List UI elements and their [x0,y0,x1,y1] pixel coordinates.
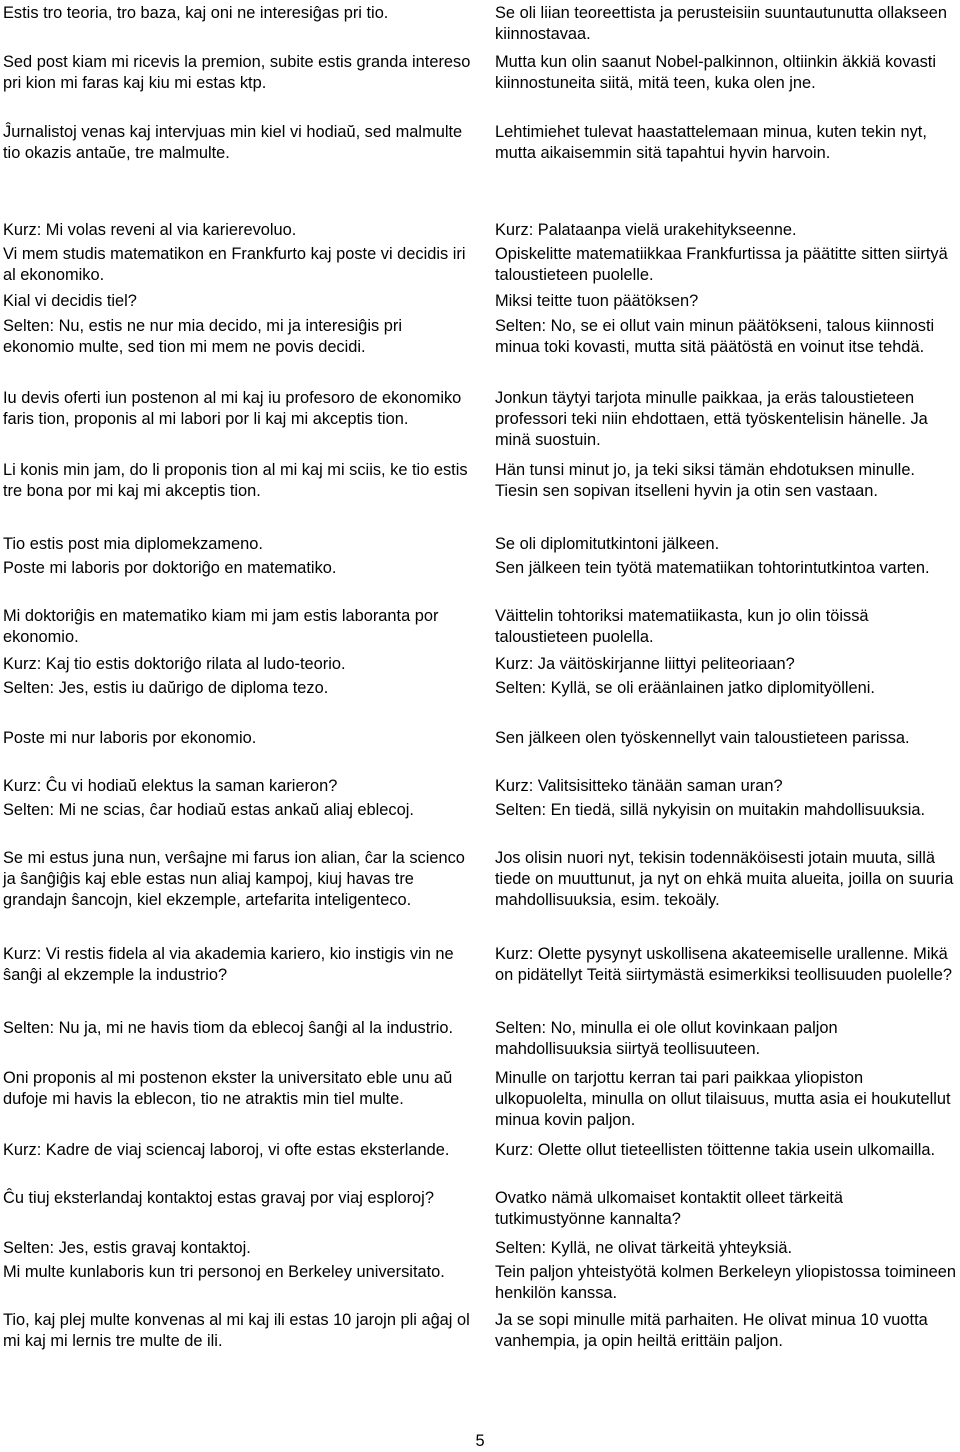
paragraph: Selten: Kyllä, se oli eräänlainen jatko diplomityölleni. [495,679,875,697]
paragraph: Se mi estus juna nun, verŝajne mi farus ion alian, ĉar la scienco ja ŝanĝiĝis kaj eble estas nun aliaj kampoj, kiuj havas tre grandajn ŝancojn, kiel ekzemple, artefarita inteligenteco. [3,849,465,909]
paragraph: Kurz: Olette pysynyt uskollisena akateemiselle urallenne. Mikä on pidätellyt Teitä siirtymästä esimerkiksi teollisuuden puolelle? [495,945,953,984]
paragraph: Selten: Mi ne scias, ĉar hodiaŭ estas ankaŭ aliaj eblecoj. [3,801,414,819]
paragraph: Selten: No, minulla ei ole ollut kovinkaan paljon mahdollisuuksia siirtyä teollisuuteen. [495,1019,838,1058]
paragraph: Selten: Nu ja, mi ne havis tiom da eblecoj ŝanĝi al la industrio. [3,1019,454,1037]
paragraph: Kurz: Palataanpa vielä urakehitykseenne. [495,221,797,239]
paragraph: Poste mi laboris por doktoriĝo en matematiko. [3,559,337,577]
paragraph: Tio, kaj plej multe konvenas al mi kaj ili estas 10 jarojn pli aĝaj ol mi kaj mi lernis tre multe de ili. [3,1311,470,1350]
paragraph: Kurz: Olette ollut tieteellisten töittenne takia usein ulkomailla. [495,1141,936,1159]
paragraph: Jos olisin nuori nyt, tekisin todennäköisesti jotain muuta, sillä tiede on muuttunut, ja nyt on ehkä muita alueita, joilla on suuria mahdollisuuksia, esim. tekoäly. [495,849,954,909]
paragraph: Se oli diplomitutkintoni jälkeen. [495,535,720,553]
paragraph: Ĉu tiuj eksterlandaj kontaktoj estas gravaj por viaj esploroj? [3,1189,434,1207]
paragraph: Mutta kun olin saanut Nobel-palkinnon, oltiinkin äkkiä kovasti kiinnostuneita siitä, mitä teen, kuka olen jne. [495,53,936,92]
paragraph: Hän tunsi minut jo, ja teki siksi tämän ehdotuksen minulle. Tiesin sen sopivan itselleni hyvin ja otin sen vastaan. [495,461,915,500]
paragraph: Mi multe kunlaboris kun tri personoj en Berkeley universitato. [3,1263,445,1281]
paragraph: Miksi teitte tuon päätöksen? [495,292,699,310]
paragraph: Poste mi nur laboris por ekonomio. [3,729,257,747]
paragraph: Ja se sopi minulle mitä parhaiten. He olivat minua 10 vuotta vanhempia, ja opin heiltä erittäin paljon. [495,1311,928,1350]
paragraph: Selten: Jes, estis gravaj kontaktoj. [3,1239,251,1257]
paragraph: Kurz: Kadre de viaj sciencaj laboroj, vi ofte estas eksterlande. [3,1141,450,1159]
paragraph: Kurz: Ĉu vi hodiaŭ elektus la saman karieron? [3,777,338,795]
paragraph: Oni proponis al mi postenon ekster la universitato eble unu aŭ dufoje mi havis la eblecon, tio ne atraktis min tiel multe. [3,1069,453,1108]
paragraph: Tio estis post mia diplomekzameno. [3,535,263,553]
paragraph: Kial vi decidis tiel? [3,292,137,310]
paragraph: Li konis min jam, do li proponis tion al mi kaj mi sciis, ke tio estis tre bona por mi kaj mi akceptis tion. [3,461,468,500]
paragraph: Selten: No, se ei ollut vain minun päätökseni, talous kiinnosti minua toki kovasti, mutta sitä päätöstä en voinut itse tehdä. [495,317,935,356]
paragraph: Minulle on tarjottu kerran tai pari paikkaa yliopiston ulkopuolelta, minulla on ollut tilaisuus, mutta asia ei houkutellut minua kovin paljon. [495,1069,951,1129]
paragraph: Mi doktoriĝis en matematiko kiam mi jam estis laboranta por ekonomio. [3,607,439,646]
paragraph: Tein paljon yhteistyötä kolmen Berkeleyn yliopistossa toimineen henkilön kanssa. [495,1263,957,1302]
paragraph: Väittelin tohtoriksi matematiikasta, kun jo olin töissä taloustieteen puolella. [495,607,869,646]
paragraph: Kurz: Mi volas reveni al via karierevoluo. [3,221,297,239]
paragraph: Sed post kiam mi ricevis la premion, subite estis granda intereso pri kion mi faras kaj kiu mi estas ktp. [3,53,471,92]
page-number: 5 [475,1432,485,1450]
paragraph: Sen jälkeen olen työskennellyt vain taloustieteen parissa. [495,729,910,747]
paragraph: Vi mem studis matematikon en Frankfurto kaj poste vi decidis iri al ekonomiko. [3,245,466,284]
paragraph: Selten: Jes, estis iu daŭrigo de diploma tezo. [3,679,329,697]
paragraph: Kurz: Vi restis fidela al via akademia kariero, kio instigis vin ne ŝanĝi al ekzemple la industrio? [3,945,454,984]
paragraph: Estis tro teoria, tro baza, kaj oni ne interesiĝas pri tio. [3,4,389,22]
paragraph: Ovatko nämä ulkomaiset kontaktit olleet tärkeitä tutkimustyönne kannalta? [495,1189,844,1228]
paragraph: Lehtimiehet tulevat haastattelemaan minua, kuten tekin nyt, mutta aikaisemmin sitä tapahtui hyvin harvoin. [495,123,927,162]
paragraph: Iu devis oferti iun postenon al mi kaj iu profesoro de ekonomiko faris tion, proponis al mi labori por li kaj mi akceptis tion. [3,389,462,428]
paragraph: Sen jälkeen tein työtä matematiikan tohtorintutkintoa varten. [495,559,930,577]
paragraph: Kurz: Kaj tio estis doktoriĝo rilata al ludo-teorio. [3,655,346,673]
paragraph: Kurz: Valitsisitteko tänään saman uran? [495,777,783,795]
paragraph: Ĵurnalistoj venas kaj intervjuas min kiel vi hodiaŭ, sed malmulte tio okazis antaŭe, tre malmulte. [3,123,463,162]
paragraph: Jonkun täytyi tarjota minulle paikkaa, ja eräs taloustieteen professori teki niin ehdottaen, että työskentelisin hänelle. Ja minä suostuin. [495,389,928,449]
paragraph: Kurz: Ja väitöskirjanne liittyi peliteoriaan? [495,655,795,673]
paragraph: Selten: En tiedä, sillä nykyisin on muitakin mahdollisuuksia. [495,801,926,819]
paragraph: Selten: Nu, estis ne nur mia decido, mi ja interesiĝis pri ekonomio multe, sed tion mi mem ne povis decidi. [3,317,403,356]
paragraph: Opiskelitte matematiikkaa Frankfurtissa ja päätitte sitten siirtyä taloustieteen puolelle. [495,245,948,284]
paragraph: Se oli liian teoreettista ja perusteisiin suuntautunutta ollakseen kiinnostavaa. [495,4,947,43]
paragraph: Selten: Kyllä, ne olivat tärkeitä yhteyksiä. [495,1239,793,1257]
